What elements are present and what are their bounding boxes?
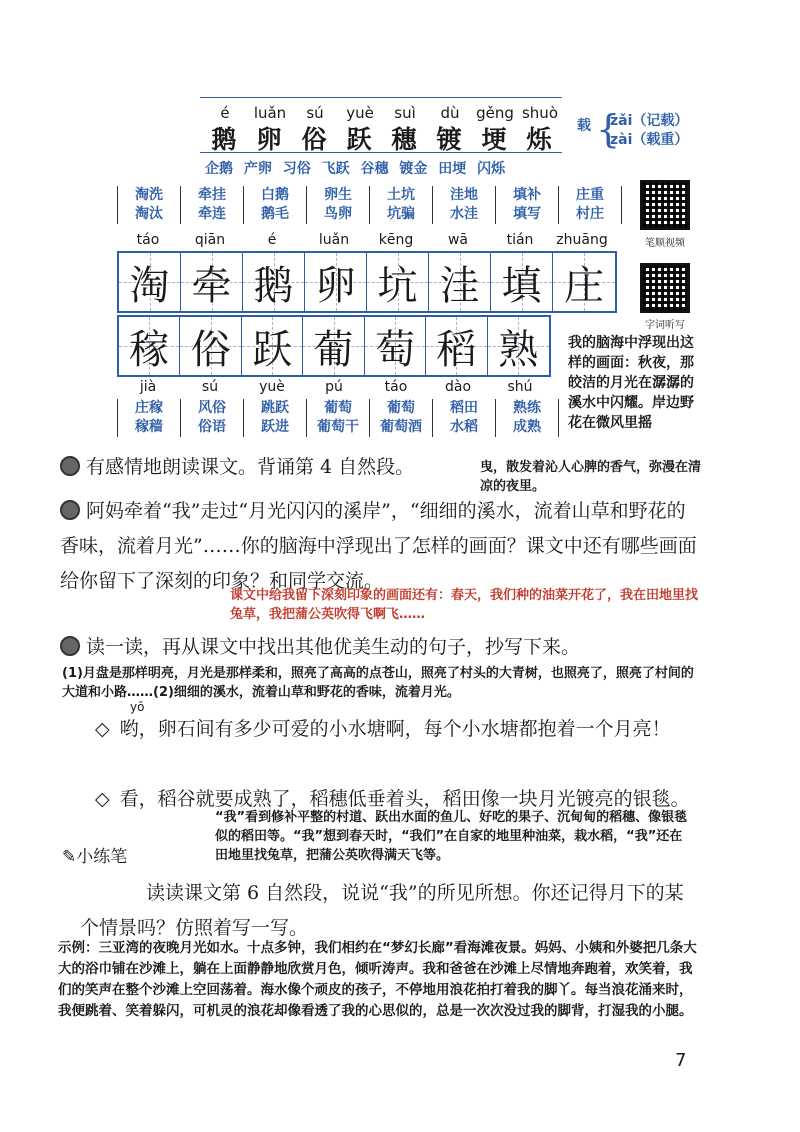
practice-title: ✎小练笔 xyxy=(62,847,128,867)
grid-pinyin: zhuāng xyxy=(556,232,608,248)
header-pinyin: yuè xyxy=(346,104,374,122)
grid-cell: 稻 xyxy=(426,317,487,375)
task-bullet-icon xyxy=(60,456,80,476)
word-column: 庄稼 稼穑 xyxy=(117,399,181,437)
diamond-icon: ◇ xyxy=(95,788,110,810)
char-grid-row-1 xyxy=(117,251,617,313)
grid-pinyin: shú xyxy=(507,379,533,395)
grid-cell: 熟 xyxy=(488,317,549,375)
word-column: 牵挂 牵连 xyxy=(181,186,244,224)
header-char-row xyxy=(205,120,560,156)
qr-code-icon[interactable] xyxy=(640,180,690,230)
header-char: 烁 xyxy=(526,125,554,154)
word-column: 白鹅 鹅毛 xyxy=(244,186,307,224)
bottom-word-columns xyxy=(117,399,559,437)
task-text: 阿妈牵着“我”走过“月光闪闪的溪岸”，“细细的溪水，流着山草和野花的香味，流着月光”……你的脑海中浮现出了怎样的画面？课文中还有哪些画面给你留下了深刻的印象？和同学交流。 xyxy=(60,500,697,592)
qr-caption: 笔顺视频 xyxy=(645,238,685,249)
handwritten-note: 曳，散发着沁人心脾的香气，弥漫在清凉的夜里。 xyxy=(480,460,702,494)
grid-cell: 鹅 xyxy=(243,253,305,311)
grid-cell: 填 xyxy=(491,253,553,311)
handwritten-note: “我”看到修补平整的村道、跃出水面的鱼儿、好吃的果子、沉甸甸的稻穗、像银毯似的稻田等。“我”想到春天时，“我们”在自家的地里种油菜，栽水稻，“我”还在田地里找兔草，把蒲公英吹得满天飞等。 xyxy=(215,810,688,863)
grid-pinyin: é xyxy=(267,232,277,248)
word-column: 稻田 水稻 xyxy=(433,399,496,437)
grid-cell: 坑 xyxy=(367,253,429,311)
header-char: 卵 xyxy=(256,125,284,154)
char-grid-row-2 xyxy=(117,315,551,377)
top-word-columns xyxy=(117,186,622,224)
grid-cell: 牵 xyxy=(181,253,243,311)
header-pinyin: é xyxy=(220,104,230,122)
handwritten-note: (1)月盘是那样明亮，月光是那样柔和，照亮了高高的点苍山，照亮了村头的大青树，也照亮了，照亮了村间的大道和小路……(2)细细的溪水，流着山草和野花的香味，流着月光。 xyxy=(62,666,694,700)
word-column: 熟练 成熟 xyxy=(496,399,559,437)
word-column: 土坑 坑骗 xyxy=(370,186,433,224)
grid-pinyin: jià xyxy=(139,379,157,395)
grid-pinyin: dào xyxy=(444,379,472,395)
header-pinyin: suì xyxy=(394,104,416,122)
grid-cell: 俗 xyxy=(180,317,241,375)
word-column: 葡萄 葡萄酒 xyxy=(370,399,433,437)
handwritten-note: 我的脑海中浮现出这样的画面：秋夜，那皎洁的月光在潺潺的溪水中闪耀。岸边野花在微风里摇 xyxy=(568,335,694,431)
grid-pinyin-bottom xyxy=(117,379,551,395)
header-pinyin: luǎn xyxy=(253,104,287,122)
grid-pinyin: sú xyxy=(201,379,219,395)
task-text: 有感情地朗读课文。背诵第 4 自然段。 xyxy=(86,456,415,478)
page-number: 7 xyxy=(675,1050,687,1071)
word-column: 卵生 鸟卵 xyxy=(307,186,370,224)
sentence-pinyin: yō xyxy=(130,700,145,714)
header-compounds: 企鹅 产卵 习俗 飞跃 谷穗 镀金 田埂 闪烁 xyxy=(205,161,506,177)
grid-pinyin: táo xyxy=(384,379,408,395)
handwritten-example: 示例：三亚湾的夜晚月光如水。十点多钟，我们相约在“梦幻长廊”看海滩夜景。妈妈、小姨和外婆把几条大大的浴巾铺在沙滩上，躺在上面静静地欣赏月色，倾听涛声。我和爸爸在沙滩上尽情地奔跑着，欢笑着，我们的笑声在整个沙滩上空回荡着。海水像个顽皮的孩子，不停地用浪花拍打着我的脚丫。每当浪花涌来时，我便跳着、笑着躲闪，可机灵的浪花却像看透了我的心思似的，总是一次次没过我的脚背，打湿我的小腿。 xyxy=(58,940,697,1019)
header-char: 跃 xyxy=(346,125,374,154)
practice-prompt: 读读课文第 6 自然段，说说“我”的所见所想。你还记得月下的某个情景吗？仿照着写一写。 xyxy=(80,882,684,939)
grid-cell: 庄 xyxy=(553,253,615,311)
header-pinyin: dù xyxy=(440,104,460,122)
header-pinyin: sú xyxy=(306,104,324,122)
grid-pinyin: yuè xyxy=(259,379,285,395)
polyphone-reading: zài（载重） xyxy=(610,132,689,148)
qr-code-icon[interactable] xyxy=(640,263,690,313)
word-column: 洼地 水洼 xyxy=(433,186,496,224)
header-char: 鹅 xyxy=(211,125,239,154)
qr-caption: 字词听写 xyxy=(645,320,685,331)
task-text: 读一读，再从课文中找出其他优美生动的句子，抄写下来。 xyxy=(86,636,581,658)
header-pinyin: shuò xyxy=(521,104,558,122)
word-column: 葡萄 葡萄干 xyxy=(307,399,370,437)
header-char: 埂 xyxy=(481,125,509,154)
task-1 xyxy=(60,450,480,485)
header-char: 穗 xyxy=(391,125,419,154)
word-column: 淘洗 淘汰 xyxy=(117,186,181,224)
pencil-icon: ✎ xyxy=(62,847,77,867)
word-column: 填补 填写 xyxy=(496,186,559,224)
task-2 xyxy=(60,494,700,599)
sentence-text: 看，稻谷就要成熟了，稻穗低垂着头，稻田像一块月光镀亮的银毯。 xyxy=(119,788,690,810)
polyphone-char: 载 xyxy=(577,118,591,134)
grid-cell: 萄 xyxy=(365,317,426,375)
grid-cell: 洼 xyxy=(429,253,491,311)
grid-pinyin-top xyxy=(117,232,613,248)
grid-cell: 稼 xyxy=(119,317,180,375)
sentence-1 xyxy=(95,712,695,747)
task-bullet-icon xyxy=(60,500,80,520)
header-bottom-rule xyxy=(200,152,562,153)
header-char: 俗 xyxy=(301,125,329,154)
sentence-text: 哟，卵石间有多少可爱的小水塘啊，每个小水塘都抱着一个月亮！ xyxy=(119,718,671,740)
grid-pinyin: pú xyxy=(325,379,343,395)
handwritten-note: 课文中给我留下深刻印象的画面还有：春天，我们种的油菜开花了，我在田地里找兔草，我把蒲公英吹得飞啊飞…… xyxy=(230,588,699,622)
word-column: 风俗 俗语 xyxy=(181,399,244,437)
grid-cell: 跃 xyxy=(242,317,303,375)
grid-pinyin: tián xyxy=(506,232,534,248)
header-char: 镀 xyxy=(436,125,464,154)
grid-cell: 淘 xyxy=(119,253,181,311)
brace-icon: { xyxy=(596,107,621,151)
grid-cell: 葡 xyxy=(303,317,364,375)
polyphone-reading: zǎi（记载） xyxy=(610,113,689,129)
grid-pinyin: qiān xyxy=(194,232,226,248)
grid-pinyin: wā xyxy=(447,232,469,248)
header-top-rule xyxy=(200,97,562,98)
task-3 xyxy=(60,630,700,665)
task-bullet-icon xyxy=(60,636,80,656)
grid-cell: 卵 xyxy=(305,253,367,311)
grid-pinyin: táo xyxy=(136,232,160,248)
header-pinyin: gěng xyxy=(476,104,514,122)
word-column: 庄重 村庄 xyxy=(559,186,622,224)
grid-pinyin: kēng xyxy=(378,232,414,248)
diamond-icon: ◇ xyxy=(95,718,110,740)
word-column: 跳跃 跃进 xyxy=(244,399,307,437)
grid-pinyin: luǎn xyxy=(318,232,350,248)
